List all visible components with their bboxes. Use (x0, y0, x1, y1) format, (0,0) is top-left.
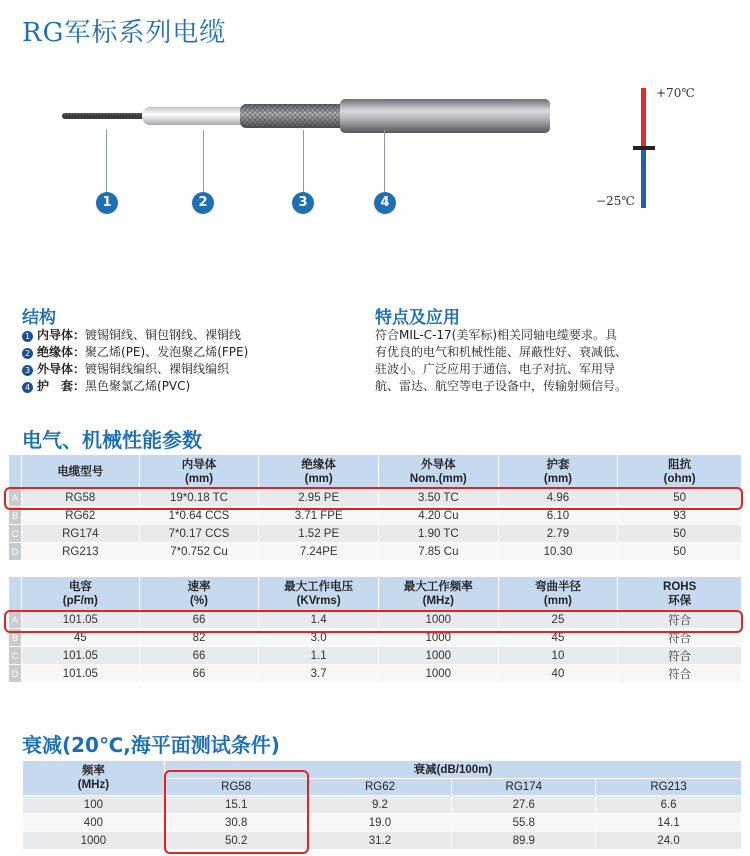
temp-bar-red (641, 88, 646, 146)
header-max-frequency: 最大工作频率 (MHz) (378, 577, 498, 611)
table-row: B 45 82 3.0 1000 45 符合 (9, 629, 742, 647)
highlight-rg58-row-1 (4, 487, 743, 510)
header-impedance: 阻抗 (ohm) (618, 455, 742, 489)
callout-3: 3 (292, 192, 314, 214)
structure-item: 3 外导体：镀锡铜线编织、裸铜线编织 (22, 361, 248, 378)
params-heading: 电气、机械性能参数 (22, 428, 202, 452)
header-rg174: RG174 (452, 779, 596, 796)
header-capacitance: 电容 (pF/m) (21, 577, 139, 611)
header-rg62: RG62 (308, 779, 452, 796)
header-velocity: 速率 (%) (139, 577, 259, 611)
callout-1: 1 (96, 192, 118, 214)
header-outer-conductor: 外导体 Nom.(mm) (379, 455, 499, 489)
structure-item: 1 内导体：镀锡铜线、铜包钢线、裸铜线 (22, 327, 248, 344)
temp-high: +70℃ (656, 86, 695, 100)
structure-list (22, 327, 248, 395)
table-row: B RG62 1*0.64 CCS 3.71 FPE 4.20 Cu 6.10 93 (9, 507, 742, 525)
header-bend-radius: 弯曲半径 (mm) (498, 577, 618, 611)
table-row: A RG58 19*0.18 TC 2.95 PE 3.50 TC 4.96 50 (9, 489, 742, 507)
table-row: 1000 50.2 31.2 89.9 24.0 (23, 832, 742, 850)
table-row: C 101.05 66 1.1 1000 10 符合 (9, 647, 742, 665)
header-jacket: 护套 (mm) (498, 455, 618, 489)
header-frequency: 频率 (MHz) (23, 761, 165, 796)
temp-low: −25℃ (596, 194, 635, 208)
highlight-rg58-row-2 (4, 610, 743, 633)
temp-bar-blue (641, 150, 646, 208)
attenuation-table (22, 760, 742, 850)
callout-4: 4 (374, 192, 396, 214)
header-rg213: RG213 (596, 779, 742, 796)
table-row: 400 30.8 19.0 55.8 14.1 (23, 814, 742, 832)
table-row: D RG213 7*0.752 Cu 7.24PE 7.85 Cu 10.30 50 (9, 543, 742, 561)
features-heading: 特点及应用 (375, 308, 460, 328)
header-insulation: 绝缘体 (mm) (259, 455, 379, 489)
structure-heading: 结构 (22, 308, 56, 328)
structure-item: 4 护 套：黑色聚氯乙烯(PVC) (22, 378, 248, 395)
header-rohs: ROHS 环保 (618, 577, 742, 611)
header-attenuation-group: 衰减(dB/100m) (164, 761, 741, 779)
callout-2: 2 (192, 192, 214, 214)
table-row: C RG174 7*0.17 CCS 1.52 PE 1.90 TC 2.79 50 (9, 525, 742, 543)
header-max-voltage: 最大工作电压 (KVrms) (259, 577, 379, 611)
structure-item: 2 绝缘体：聚乙烯(PE)、发泡聚乙烯(FPE) (22, 344, 248, 361)
table-row: A 101.05 66 1.4 1000 25 符合 (9, 611, 742, 629)
table-row: D 101.05 66 3.7 1000 40 符合 (9, 665, 742, 683)
features-text: 符合MIL-C-17(美军标)相关同轴电缆要求。具 有优良的电气和机械性能、屏蔽性好、衰减低、 驻波小。广泛应用于通信、电子对抗、军用导 航、雷达、航空等电子设备中，传输射频信号。 (375, 328, 628, 393)
table-row: 100 15.1 9.2 27.6 6.6 (23, 796, 742, 814)
highlight-rg58-column (164, 770, 309, 854)
header-cable-model: 电缆型号 (21, 455, 139, 489)
header-inner-conductor: 内导体 (mm) (139, 455, 259, 489)
header-rg58: RG58 (164, 779, 308, 796)
page-title: RG军标系列电缆 (22, 18, 227, 48)
attenuation-heading: 衰减(20℃,海平面测试条件) (22, 733, 280, 757)
cable-illustration (60, 95, 560, 140)
